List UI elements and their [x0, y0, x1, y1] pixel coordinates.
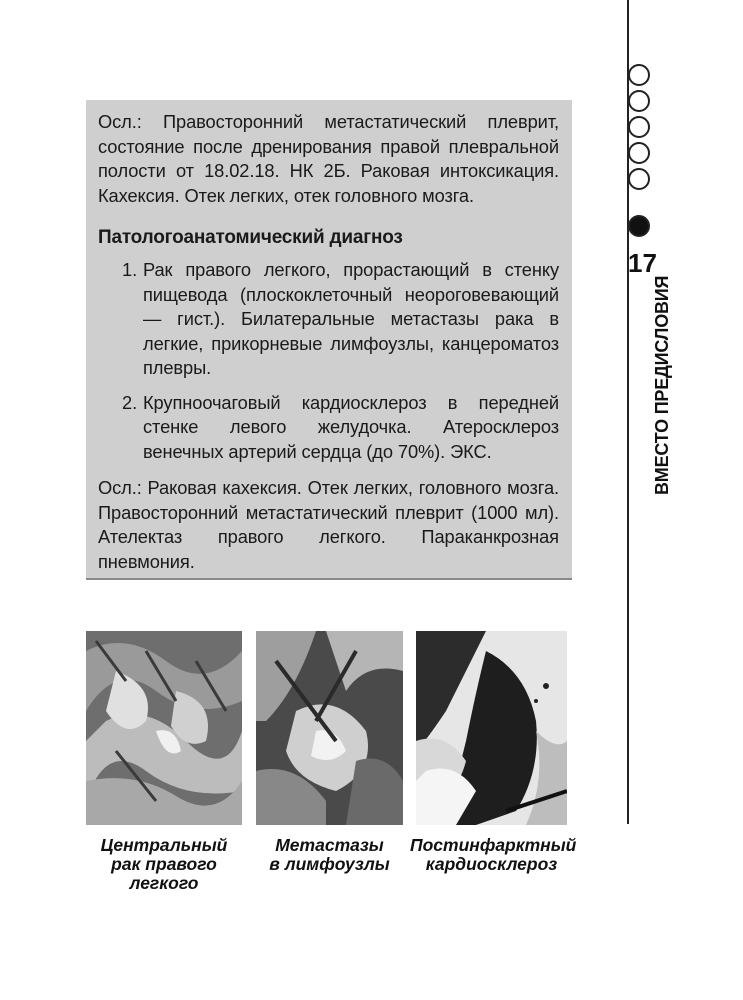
caption-line: кардиосклероз	[425, 854, 558, 874]
list-item-text: Рак правого легкого, прорастающий в стенку пищевода (плоскоклеточный неороговевающий — гист.). Билатеральные метастазы рака в легкие, прикорневые лимфоузлы, канцероматоз плевры.	[143, 259, 559, 378]
list-item	[98, 391, 559, 465]
progress-dot	[628, 90, 650, 112]
caption-cardiosclerosis	[410, 835, 577, 874]
caption-line: Метастазы	[275, 835, 384, 855]
list-item-text: Крупноочаговый кардиосклероз в передней стенке левого желудочка. Атеросклероз венечных артерий сердца (до 70%). ЭКС.	[143, 391, 559, 462]
caption-lung-cancer	[86, 836, 242, 893]
progress-dot	[628, 142, 650, 164]
caption-lymph-metastases	[256, 836, 403, 874]
section-heading: Патологоанатомический диагноз	[98, 227, 403, 248]
caption-line: рак правого	[111, 854, 217, 874]
caption-line: в лимфоузлы	[269, 854, 390, 874]
section-title: ВМЕСТО ПРЕДИСЛОВИЯ	[652, 275, 672, 495]
caption-line: Центральный	[100, 835, 228, 855]
page-number: 17	[628, 248, 657, 278]
photo-lung-cancer	[86, 631, 242, 825]
diagnosis-list	[98, 258, 559, 464]
complications-paragraph: Осл.: Правосторонний метастатический плеврит, состояние после дренирования правой плевральной полости от 18.02.18. НК 2Б. Раковая интоксикация. Кахексия. Отек легких, отек головного мозга.	[98, 111, 559, 206]
caption-line: легкого	[129, 873, 199, 893]
progress-dot	[628, 64, 650, 86]
photo-lymph-metastases	[256, 631, 403, 825]
list-item-number: 2.	[122, 391, 138, 413]
list-item	[98, 258, 559, 381]
list-item-number: 1.	[122, 259, 138, 280]
caption-line: Постинфарктный	[410, 835, 577, 855]
photo-cardiosclerosis	[416, 631, 567, 825]
text-box	[86, 100, 572, 580]
progress-dot	[628, 116, 650, 138]
progress-dot	[628, 168, 650, 190]
progress-dot-current	[628, 215, 650, 237]
complications-paragraph-2: Осл.: Раковая кахексия. Отек легких, головного мозга. Правосторонний метастатический плеврит (1000 мл). Ателектаз правого легкого. Параканкрозная пневмония.	[98, 477, 559, 572]
